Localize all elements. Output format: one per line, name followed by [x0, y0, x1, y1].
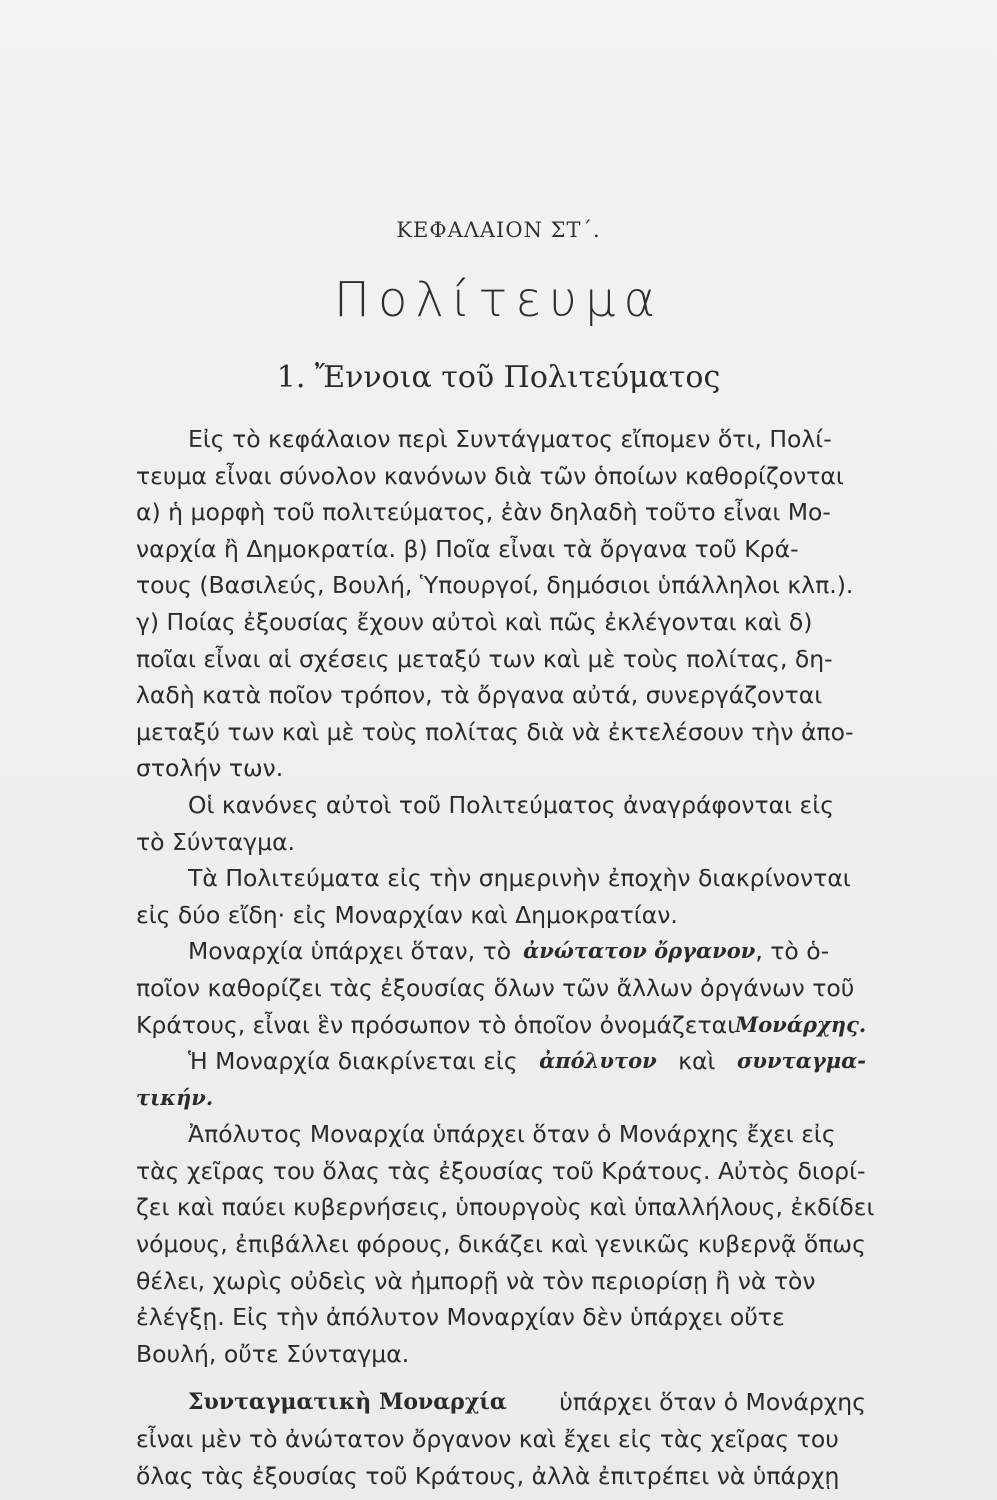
emphasis-text: ἀνώτατον ὄργανον [523, 938, 756, 964]
text-line: λαδὴ κατὰ ποῖον τρόπον, τὰ ὄργανα αὐτά, συνεργάζονται [136, 681, 823, 710]
text-line: θέλει, χωρὶς οὐδεὶς νὰ ἠμπορῇ νὰ τὸν περιορίσῃ ἢ νὰ τὸν [136, 1266, 816, 1295]
emphasis-text: συνταγμα- [736, 1048, 866, 1074]
text-span: , τὸ ὁ- [755, 937, 830, 966]
emphasis-text: Συνταγματικὴ Μοναρχία [188, 1389, 507, 1416]
text-span: ὑπάρχει ὅταν ὁ Μονάρχης [559, 1388, 866, 1417]
text-line [136, 1384, 866, 1421]
text-line: τους (Βασιλεύς, Βουλή, Ὑπουργοί, δημόσιοι ὑπάλληλοι κλπ.). [136, 571, 854, 600]
text-line: τὰς χεῖρας του ὅλας τὰς ἐξουσίας τοῦ Κράτους. Αὐτὸς διορί- [136, 1156, 866, 1185]
text-line: Ἀπόλυτος Μοναρχία ὑπάρχει ὅταν ὁ Μονάρχης ἔχει εἰς [188, 1120, 836, 1149]
text-line: νόμους, ἐπιβάλλει φόρους, δικάζει καὶ γενικῶς κυβερνᾷ ὅπως [136, 1230, 866, 1259]
text-line: ποῖαι εἶναι αἱ σχέσεις μεταξύ των καὶ μὲ τοὺς πολίτας, δη- [136, 644, 833, 673]
text-line: γ) Ποίας ἐξουσίας ἔχουν αὐτοὶ καὶ πῶς ἐκλέγονται καὶ δ) [136, 607, 813, 636]
text-line: ζει καὶ παύει κυβερνήσεις, ὑπουργοὺς καὶ ὑπαλλήλους, ἐκδίδει [136, 1193, 875, 1222]
text-line: Οἱ κανόνες αὐτοὶ τοῦ Πολιτεύματος ἀναγράφονται εἰς [188, 790, 835, 819]
text-line [136, 933, 866, 970]
text-span: Μοναρχία ὑπάρχει ὅταν, τὸ [188, 937, 512, 966]
text-span: καὶ [678, 1047, 716, 1076]
emphasis-text: Μονάρχης. [735, 1011, 867, 1037]
text-span: Κράτους, εἶναι ἓν πρόσωπον τὸ ὁποῖον ὀνομάζεται [136, 1010, 736, 1039]
text-line: ποῖον καθορίζει τὰς ἐξουσίας ὅλων τῶν ἄλλων ὀργάνων τοῦ [136, 973, 855, 1002]
text-line: ἐλέγξῃ. Εἰς τὴν ἀπόλυτον Μοναρχίαν δὲν ὑπάρχει οὔτε [136, 1303, 785, 1332]
text-line: α) ἡ μορφὴ τοῦ πολιτεύματος, ἐὰν δηλαδὴ τοῦτο εἶναι Μο- [136, 498, 831, 527]
text-line: τευμα εἶναι σύνολον κανόνων διὰ τῶν ὁποίων καθορίζονται [136, 461, 844, 490]
body-text [136, 421, 875, 1494]
chapter-heading: ΚΕΦΑΛΑΙΟΝ ΣΤ΄. [396, 218, 601, 242]
emphasis-text: τικήν. [136, 1084, 214, 1110]
text-span: Ἡ Μοναρχία διακρίνεται εἰς [188, 1047, 518, 1076]
text-line: στολήν των. [136, 754, 284, 783]
text-line: ὅλας τὰς ἐξουσίας τοῦ Κράτους, ἀλλὰ ἐπιτρέπει νὰ ὑπάρχῃ [136, 1461, 840, 1490]
text-line: εἰς δύο εἴδη· εἰς Μοναρχίαν καὶ Δημοκρατίαν. [136, 900, 678, 929]
text-line: ναρχία ἢ Δημοκρατία. β) Ποῖα εἶναι τὰ ὄργανα τοῦ Κρά- [136, 534, 799, 563]
page-title: Πολίτευμα [333, 272, 664, 328]
text-line: μεταξύ των καὶ μὲ τοὺς πολίτας διὰ νὰ ἐκτελέσουν τὴν ἀπο- [136, 717, 854, 746]
emphasis-text: ἀπόλυτον [539, 1048, 657, 1074]
text-line: Βουλή, οὔτε Σύνταγμα. [136, 1339, 410, 1368]
text-line [136, 1080, 866, 1117]
text-line: Εἰς τὸ κεφάλαιον περὶ Συντάγματος εἴπομεν ὅτι, Πολί- [188, 425, 832, 453]
text-line [136, 1007, 866, 1044]
text-line: Τὰ Πολιτεύματα εἰς τὴν σημερινὴν ἐποχὴν διακρίνονται [188, 864, 851, 893]
section-heading: 1. Ἔννοια τοῦ Πολιτεύματος [276, 360, 721, 395]
text-line [136, 1043, 866, 1080]
text-line: εἶναι μὲν τὸ ἀνώτατον ὄργανον καὶ ἔχει εἰς τὰς χεῖρας του [136, 1425, 839, 1454]
text-line: τὸ Σύνταγμα. [136, 827, 296, 856]
